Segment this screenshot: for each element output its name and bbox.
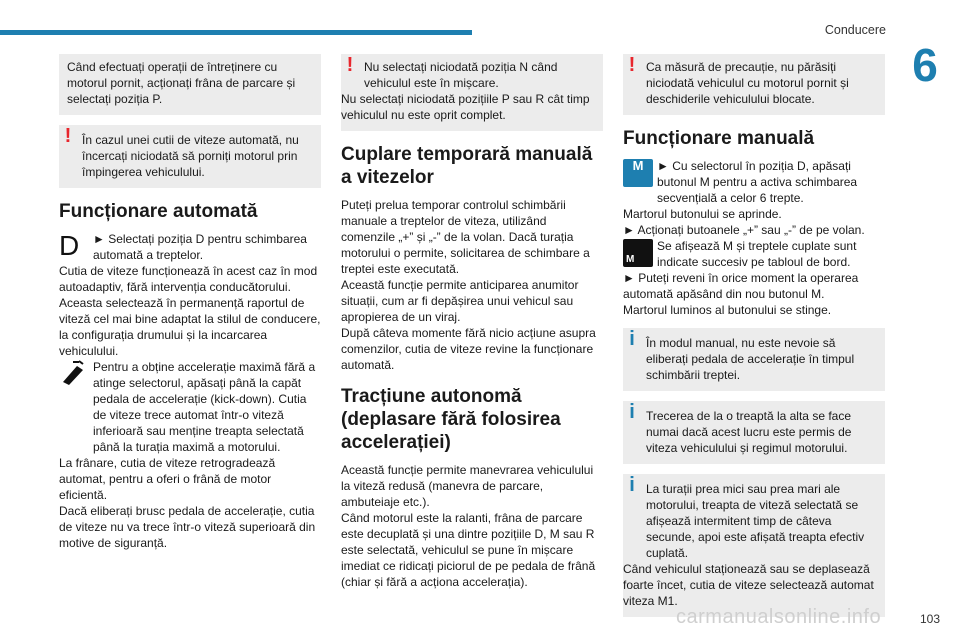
column-1: [59, 54, 321, 551]
instruction-with-icon: [623, 238, 885, 270]
info-text: Când vehiculul staționează sau se deplasează foarte încet, cutia de viteze selectează automat viteza M1.: [623, 562, 874, 608]
paragraph: Puteți prelua temporar controlul schimbării manuale a treptelor de viteza, utilizând comenzile „+” și „-” de la volan. Dacă turația motorului o permite, solicitarea de schimbare a treptei este executată.: [341, 198, 590, 276]
dashboard-gear-indicator-icon: M: [623, 239, 653, 267]
paragraph: Martorul butonului se aprinde.: [623, 207, 782, 221]
gear-d-icon: D: [59, 230, 80, 261]
paragraph: ► Selectați poziția D pentru schimbarea automată a treptelor.: [93, 232, 307, 262]
paragraph: Această funcție permite manevrarea vehiculului la viteză redusă (manevra de parcare, ambuteiaje etc.).: [341, 463, 594, 509]
page-number: 103: [919, 612, 940, 626]
instruction-with-icon: [623, 158, 885, 206]
info-box: [623, 401, 885, 464]
info-icon: i: [629, 401, 635, 423]
paragraph: Se afișează M și treptele cuplate sunt indicate succesiv pe tabloul de bord.: [657, 239, 857, 269]
heading-manual: Funcționare manuală: [623, 128, 815, 149]
warning-text: Ca măsură de precauție, nu părăsiți niciodată vehiculul cu motorul pornit și deschiderile vehiculului blocate.: [646, 60, 849, 106]
pedal-kickdown-icon: [59, 360, 89, 388]
warning-icon: !: [346, 54, 354, 76]
header-accent-bar: [0, 30, 472, 35]
paragraph: ► Acționați butoanele „+” sau „-” de pe volan.: [623, 223, 865, 237]
column-3: [623, 54, 885, 627]
manual-mode-button-icon: M: [623, 159, 653, 187]
note-box: [59, 54, 321, 115]
paragraph: După câteva momente fără nicio acțiune asupra comenzilor, cutia de viteze revine la funcționare automată.: [341, 326, 596, 372]
info-box: [623, 328, 885, 391]
paragraph: Aceastǎ funcție permite anticiparea anumitor situații, cum ar fi depășirea unui vehicul sau apropierea de un viraj.: [341, 278, 579, 324]
paragraph: La frânare, cutia de viteze retrogradează automat, pentru a oferi o frână de motor eficientă.: [59, 456, 276, 502]
warning-box: [341, 54, 603, 131]
chapter-number: 6: [912, 39, 938, 91]
info-box: [623, 474, 885, 617]
paragraph: Martorul luminos al butonului se stinge.: [623, 303, 832, 317]
heading-temporary-manual: Cuplare temporară manuală a vitezelor: [341, 144, 593, 188]
paragraph: Dacă eliberați brusc pedala de accelerație, cutia de viteze nu va trece într-o viteză superioară din motive de siguranță.: [59, 504, 316, 550]
paragraph: ► Puteți reveni în orice moment la operarea automată apăsând din nou butonul M.: [623, 271, 859, 301]
paragraph: Pentru a obține accelerație maximă fără a atinge selectorul, apăsați până la capăt pedala de accelerație (kick-down). Cutia de viteze trece automat într-o viteză inferioară sau menține treapta selectată până la turația maximă a motorului.: [93, 360, 316, 454]
warning-text: Nu selectați niciodată poziția N când vehiculul este în mișcare.: [364, 60, 558, 90]
warning-icon: !: [628, 54, 636, 76]
instruction-with-icon: [59, 231, 321, 263]
info-text: Trecerea de la o treaptă la alta se face numai dacă acest lucru este permis de viteza vehiculului și regimul motorului.: [646, 409, 852, 455]
info-text: La turații prea mici sau prea mari ale motorului, treapta de viteză selectată se afișează intermitent timp de câteva secunde, apoi este afișată treapta efectiv cuplată.: [646, 482, 865, 560]
info-icon: i: [629, 328, 635, 350]
warning-box: [59, 125, 321, 188]
paragraph: Aceasta selectează în permanență raportul de viteză cel mai bine adaptat la stilul de conducere, la configurația drumului și la incarcarea vehiculului.: [59, 296, 321, 358]
warning-box: [623, 54, 885, 115]
kickdown-block: [59, 359, 321, 455]
paragraph: Cutia de viteze funcționează în acest caz în mod autoadaptiv, fără intervenția conducătorului.: [59, 264, 318, 294]
section-title: Conducere: [824, 23, 886, 37]
note-text: Când efectuați operații de întreținere cu motorul pornit, acționați frâna de parcare și selectați poziția P.: [67, 60, 296, 106]
info-text: În modul manual, nu este nevoie să eliberați pedala de accelerație în timpul schimbării treptei.: [646, 336, 855, 382]
heading-automatic: Funcționare automată: [59, 201, 258, 222]
paragraph: ► Cu selectorul în poziția D, apăsați butonul M pentru a activa schimbarea secvențială a celor 6 trepte.: [657, 159, 858, 205]
column-2: [341, 54, 603, 590]
info-icon: i: [629, 474, 635, 496]
warning-text: Nu selectați niciodată pozițiile P sau R cât timp vehiculul nu este oprit complet.: [341, 92, 590, 122]
paragraph: Când motorul este la ralanti, frâna de parcare este decuplată și una dintre pozițiile D, M sau R este selectată, vehiculul se pune în mișcare imediat ce ridicați piciorul de pe pedala de frână (chiar și fără a acționa accelerația).: [341, 511, 596, 589]
heading-creep: Tracțiune autonomă (deplasare fără folosirea accelerației): [341, 386, 561, 453]
warning-text: În cazul unei cutii de viteze automată, nu încercați niciodată să porniți motorul prin împingerea vehiculului.: [82, 133, 299, 179]
warning-icon: !: [64, 125, 72, 147]
watermark: carmanualsonline.info: [676, 606, 882, 628]
